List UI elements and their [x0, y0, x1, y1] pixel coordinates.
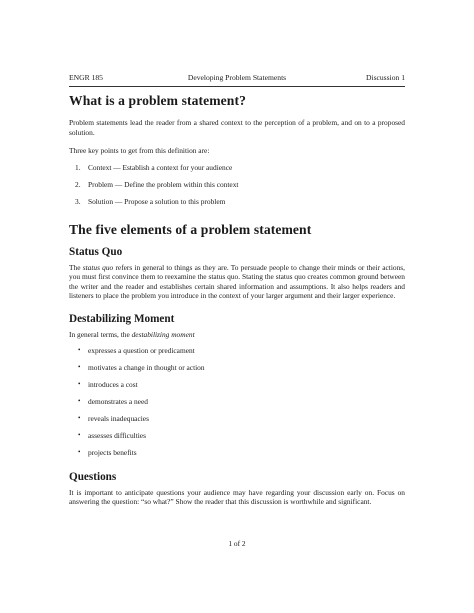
key-points-intro: Three key points to get from this definition are: [69, 146, 210, 156]
page-number: 1 of 2 [228, 539, 246, 548]
list-item [69, 431, 405, 441]
status-quo-text-post: refers in general to things as they are. To persuade people to change their minds or their actions, you must first convince them to reexamine the status quo. Stating the status quo creates common ground between the writer and the reader and establishes certain shared information and assumptions. It also helps readers and listeners to place the problem you introduce in the context of your larger argument and their larger experience. [69, 262, 406, 301]
page-content [69, 93, 405, 507]
list-item-text: motivates a change in thought or action [88, 362, 205, 372]
status-quo-paragraph [69, 263, 405, 301]
destabilizing-term: destabilizing moment [131, 329, 195, 339]
list-item [69, 163, 405, 173]
list-item-text: Context — Establish a context for your audience [88, 162, 233, 172]
list-item [69, 380, 405, 390]
list-item [69, 197, 405, 207]
status-quo-term: status quo [82, 262, 114, 272]
heading-five-elements: The five elements of a problem statement [69, 221, 312, 237]
list-item-text: reveals inadequacies [88, 413, 149, 423]
list-item-text: expresses a question or predicament [88, 345, 195, 355]
header-section: Discussion 1 [365, 73, 405, 82]
list-item-text: Problem — Define the problem within this context [88, 179, 239, 189]
list-number: 2. [75, 179, 81, 189]
header-title: Developing Problem Statements [187, 73, 287, 82]
heading-status-quo: Status Quo [69, 245, 123, 258]
list-number: 3. [75, 196, 81, 206]
list-item-text: assesses difficulties [88, 431, 146, 440]
header-divider [69, 86, 405, 87]
bullet-icon: • [78, 345, 81, 354]
heading-questions: Questions [69, 470, 117, 483]
list-item-text: Solution — Propose a solution to this problem [88, 196, 226, 206]
header-course: ENGR 185 [69, 73, 103, 82]
list-item [69, 180, 405, 190]
list-item-text: demonstrates a need [88, 396, 148, 406]
list-item [69, 414, 405, 424]
list-item-text: projects benefits [88, 448, 137, 458]
destabilizing-intro-pre: In general terms, the [69, 329, 132, 339]
heading-what-is-problem-statement: What is a problem statement? [69, 93, 246, 108]
list-item [69, 363, 405, 373]
bullet-icon: • [78, 379, 81, 388]
bullet-icon: • [78, 448, 81, 457]
bullet-icon: • [78, 431, 81, 439]
destabilizing-list [69, 346, 405, 458]
list-item [69, 346, 405, 356]
bullet-icon: • [78, 362, 81, 371]
list-item-text: introduces a cost [88, 379, 138, 389]
status-quo-text-pre: The [69, 262, 83, 272]
page-header [69, 73, 405, 85]
list-item [69, 397, 405, 407]
key-points-list [69, 163, 405, 207]
bullet-icon: • [78, 413, 81, 422]
questions-paragraph: It is important to anticipate questions your audience may have regarding your discussion early on. Focus on answering the question: “so what?” Show the reader that this discussion is worthwhile and significant. [69, 487, 405, 507]
bullet-icon: • [78, 396, 81, 405]
heading-destabilizing-moment: Destabilizing Moment [69, 312, 175, 325]
destabilizing-intro [69, 330, 405, 340]
list-item [69, 448, 405, 458]
list-number: 1. [75, 162, 81, 172]
definition-paragraph: Problem statements lead the reader from a shared context to the perception of a problem, and on to a proposed solution. [69, 118, 405, 137]
